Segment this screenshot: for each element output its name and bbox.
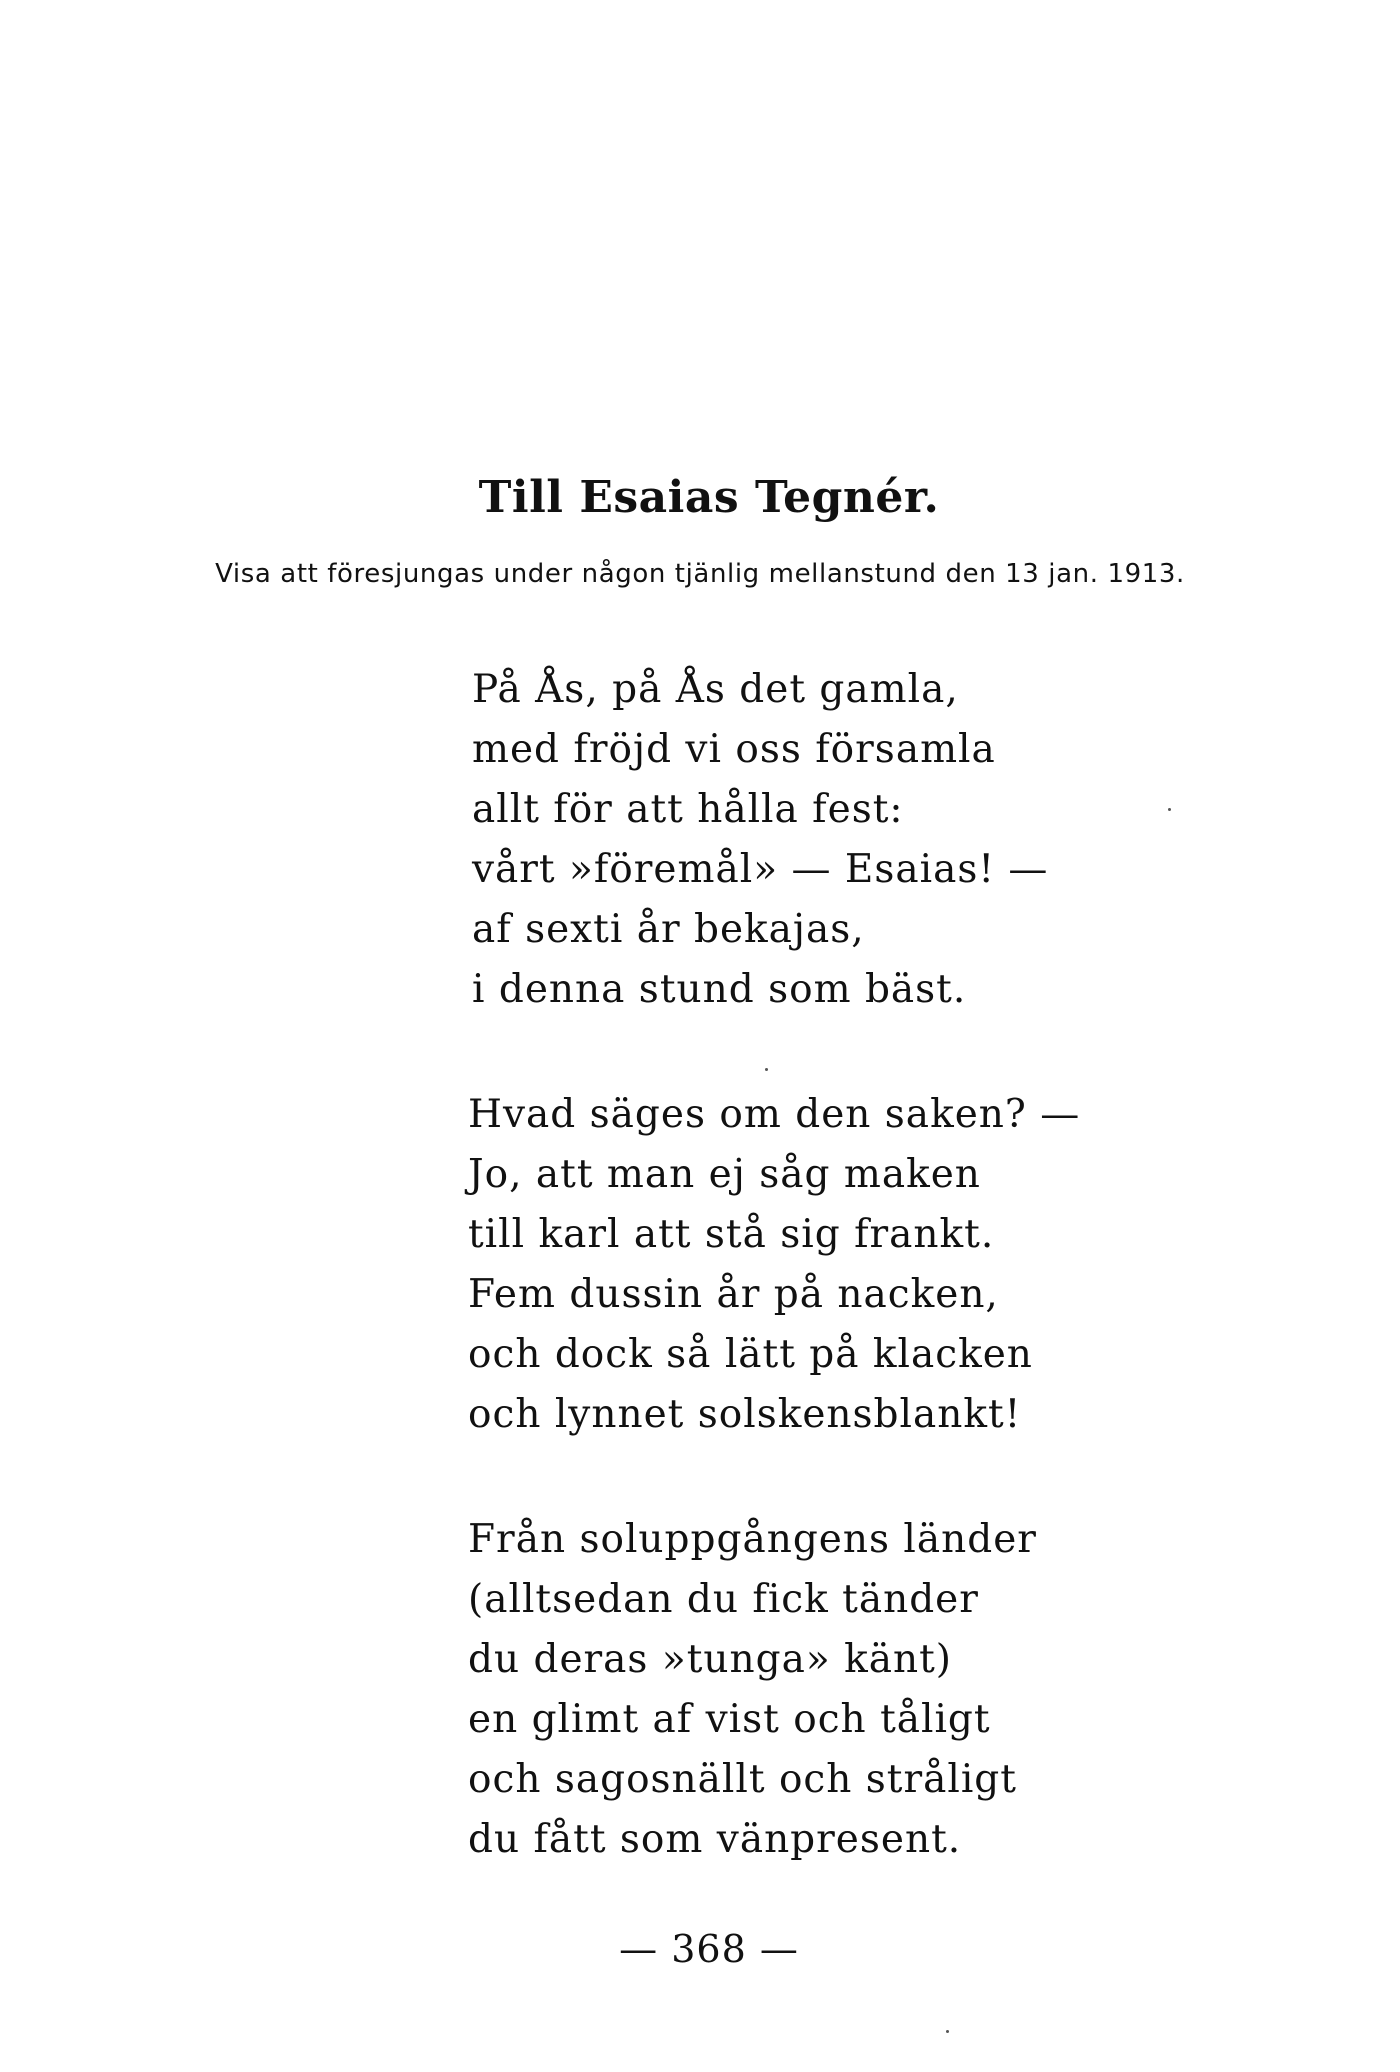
verse-line: du fått som vänpresent. — [468, 1817, 962, 1862]
verse-line: af sexti år bekajas, — [472, 907, 865, 952]
verse-line: och sagosnällt och stråligt — [468, 1757, 1017, 1802]
stanza-2 — [468, 1085, 1188, 1445]
verse-line: Hvad säges om den saken? — — [468, 1092, 1081, 1137]
verse-line: en glimt af vist och tåligt — [468, 1697, 991, 1742]
print-speck — [1168, 808, 1171, 811]
stanza-3 — [468, 1510, 1188, 1870]
verse-line: Från soluppgångens länder — [468, 1517, 1037, 1562]
stanza-1 — [472, 660, 1192, 1020]
verse-line: och dock så lätt på klacken — [468, 1332, 1033, 1377]
verse-line: allt för att hålla fest: — [472, 787, 904, 832]
verse-line: Jo, att man ej såg maken — [468, 1152, 981, 1197]
verse-line: (alltsedan du fick tänder — [468, 1577, 979, 1622]
print-speck — [765, 1068, 768, 1071]
verse-line: vårt »föremål» — Esaias! — — [472, 847, 1049, 892]
verse-line: Fem dussin år på nacken, — [468, 1272, 999, 1317]
verse-line: du deras »tunga» känt) — [468, 1637, 952, 1682]
verse-line: i denna stund som bäst. — [472, 967, 967, 1012]
verse-line: och lynnet solskensblankt! — [468, 1392, 1022, 1437]
verse-line: På Ås, på Ås det gamla, — [472, 667, 959, 712]
print-speck — [946, 2030, 949, 2033]
verse-line: till karl att stå sig frankt. — [468, 1212, 995, 1257]
verse-line: med fröjd vi oss församla — [472, 727, 996, 772]
page-number: — 368 — — [619, 1927, 799, 1971]
poem-subtitle: Visa att föresjungas under någon tjänlig mellanstund den 13 jan. 1913. — [215, 559, 1185, 589]
poem-title: Till Esaias Tegnér. — [478, 472, 940, 523]
